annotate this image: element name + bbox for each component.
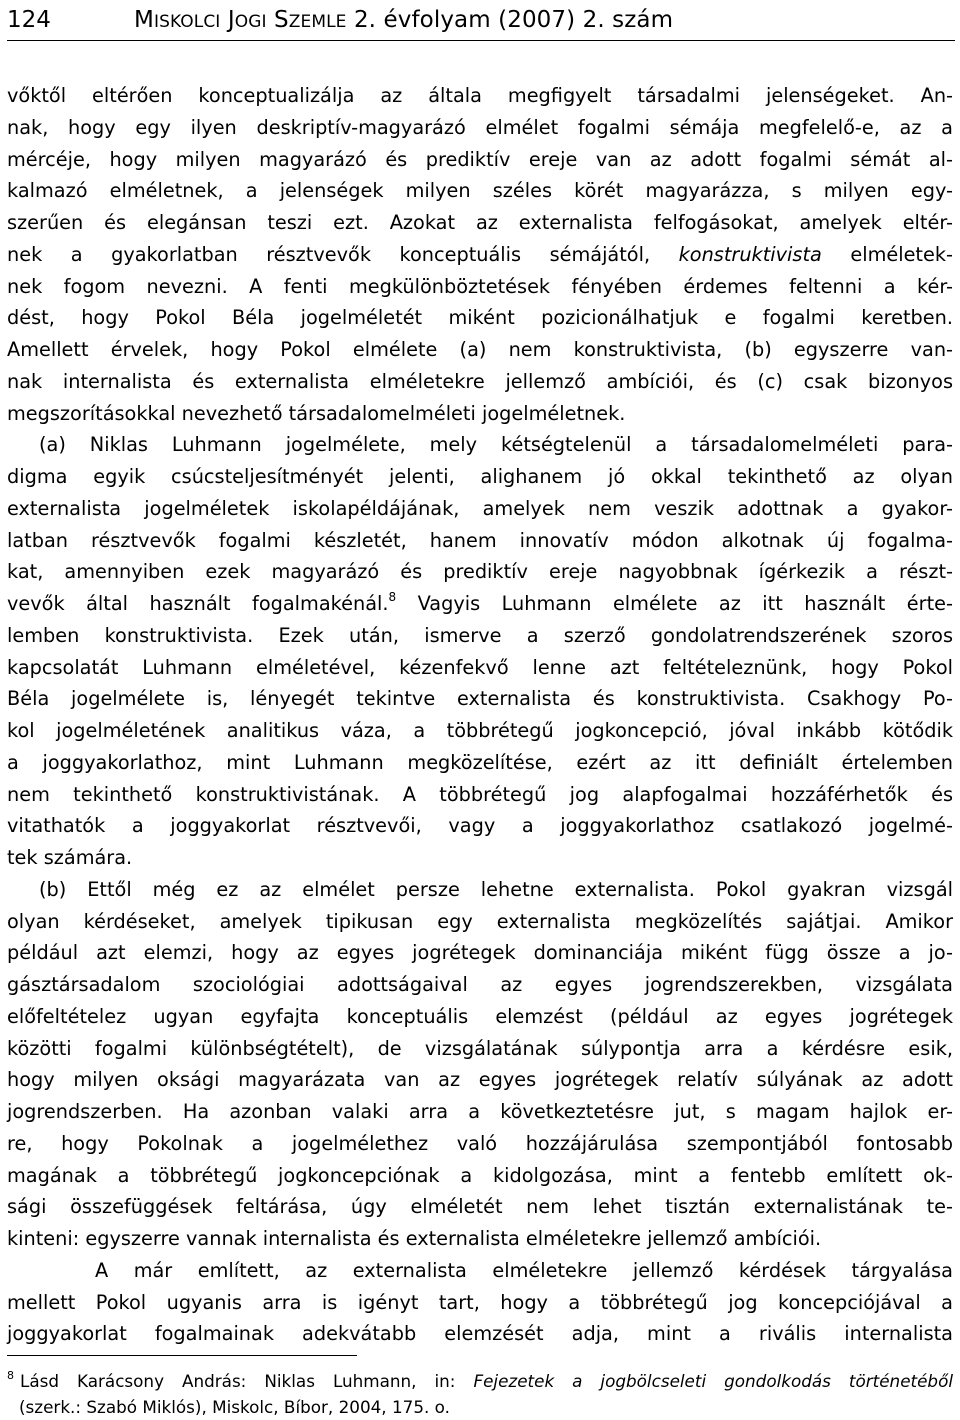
text-line: kapcsolatát Luhmann elméletével, kézenfekvő lenne azt feltételeznünk, hogy Pokol [7,655,953,679]
text-line: re, hogy Pokolnak a jogelmélethez való hozzájárulása szempontjából fontosabb [7,1131,953,1155]
text-line: szerűen és elegánsan teszi ezt. Azokat az externalista felfogásokat, amelyek eltér- [7,211,953,234]
text-line: közötti fogalmi különbségtételt), de vizsgálatának súlypontja arra a kérdésre esik, [7,1036,953,1060]
text-line: (a) Niklas Luhmann jogelmélete, mely kétségtelenül a társadalomelméleti para- [39,433,953,457]
text-line: vőktől eltérően konceptualizálja az általa megfigyelt társadalmi jelenségeket. An- [7,84,953,107]
italic-term: konstruktivista [678,242,822,266]
text-line: megszorításokkal nevezhető társadalomelméleti jogelméletnek. [7,401,626,425]
text-line: kat, amennyiben ezek magyarázó és prediktív ereje nagyobbnak ígérkezik a részt- [7,560,953,584]
text-line: kalmazó elméletnek, a jelenségek milyen széles körét magyarázza, s milyen egy- [7,179,953,203]
text-line: lemben konstruktivista. Ezek után, ismerve a szerző gondolatrendszerének szoros [7,623,953,647]
text-line: joggyakorlat fogalmainak adekvátabb elemzését adja, mint a rivális internalista [7,1322,953,1346]
text-line: dést, hogy Pokol Béla jogelméletét miként pozicionálhatjuk e fogalmi keretben. [7,306,953,330]
text-line: olyan kérdéseket, amelyek tipikusan egy externalista megközelítés sajátjai. Amikor [7,909,953,933]
text-line: mércéje, hogy milyen magyarázó és prediktív ereje van az adott fogalmi sémát al- [7,147,953,171]
text-line: sági összefüggések feltárása, úgy elméletét nem lehet tisztán externalistának te- [7,1195,953,1219]
text-line: nak, hogy egy ilyen deskriptív-magyarázó elmélet fogalmi sémája megfelelő-e, az a [7,115,953,139]
text-line: a joggyakorlathoz, mint Luhmann megközelítése, ezért az itt definiált értelemben [7,750,953,774]
text-line: (b) Ettől még ez az elmélet persze lehetne externalista. Pokol gyakran vizsgál [39,877,953,901]
text-line: Béla jogelmélete is, lényegét tekintve externalista és konstruktivista. Csakhogy Po- [7,687,953,711]
text-line: externalista jogelméletek iskolapéldájának, amelyek nem veszik adottnak a gyakor- [7,496,953,520]
text-line: magának a többrétegű jogkoncepciónak a kidolgozása, mint a fentebb említett ok- [7,1163,953,1187]
footnote-line: $^8$ Lásd Karácsony András: Niklas Luhmann, in: Fejezetek a jogbölcseleti gondolkodás történetéből [7,1369,953,1391]
journal-title: MISKOLCI JOGI SZEMLE 2. évfolyam (2007) 2. szám [134,7,674,33]
text-line: mellett Pokol ugyanis arra is igényt tart, hogy a többrétegű jog koncepciójával a [7,1290,953,1314]
text-line: hogy milyen oksági magyarázata van az egyes jogrétegek relatív súlyának az adott [7,1068,953,1092]
text-line: kinteni: egyszerre vannak internalista és externalista elméletekre jellemző ambíciói. [7,1227,822,1250]
page-number: 124 [7,7,51,33]
text-line: digma egyik csúcsteljesítményét jelenti, alighanem jó okkal tekinthető az olyan [7,465,953,488]
text-line: nek fogom nevezni. A fenti megkülönböztetések fényében érdemes feltenni a kér- [7,274,953,298]
footnote-book-title: Fejezetek a jogbölcseleti gondolkodás történetéből [473,1371,953,1391]
text-line: gásztársadalom szociológiai adottságaival az egyes jogrendszerekben, vizsgálata [7,973,953,996]
text-line: például azt elemzi, hogy az egyes jogrétegek dominanciája miként függ össze a jo- [7,941,953,965]
text-line: latban résztvevők fogalmi készletét, hanem innovatív módon alkotnak új fogalma- [7,528,953,552]
text-line: nek a gyakorlatban résztvevők konceptuális sémájától, konstruktivista elméletek- [7,242,953,266]
header-rule [7,40,955,41]
text-line: nem tekinthető konstruktivistának. A többrétegű jog alapfogalmai hozzáférhetők és [7,782,953,806]
footnote-mark: 8 [7,1369,14,1382]
text-line: vitathatók a joggyakorlat résztvevői, vagy a joggyakorlathoz csatlakozó jogelmé- [7,814,953,838]
footnote-ref[interactable]: 8 [388,590,397,604]
running-header [7,4,955,36]
footnote [7,1368,953,1420]
text-line: tek számára. [7,846,133,869]
footnote-line: (szerk.: Szabó Miklós), Miskolc, Bíbor, 2004, 175. o. [19,1397,450,1417]
text-line: nak internalista és externalista elméletekre jellemző ambíciói, és (c) csak bizonyos [7,369,953,393]
text-line: Amellett érvelek, hogy Pokol elmélete (a) nem konstruktivista, (b) egyszerre van- [7,338,953,361]
text-line: kol jogelméletének analitikus váza, a többrétegű jogkoncepció, jóval inkább kötődik [7,719,953,742]
footnote-separator [7,1355,357,1356]
text-line: vevők által használt fogalmakénál.$^8$ Vagyis Luhmann elmélete az itt használt érte- [7,590,953,615]
body-text [7,80,953,1350]
text-line: jogrendszerben. Ha azonban valaki arra a következtetésre jut, s magam hajlok er- [7,1100,953,1123]
text-line: előfeltételez ugyan egyfajta konceptuális elemzést (például az egyes jogrétegek [7,1004,953,1028]
text-line: A már említett, az externalista elméletekre jellemző kérdések tárgyalása [95,1258,953,1282]
